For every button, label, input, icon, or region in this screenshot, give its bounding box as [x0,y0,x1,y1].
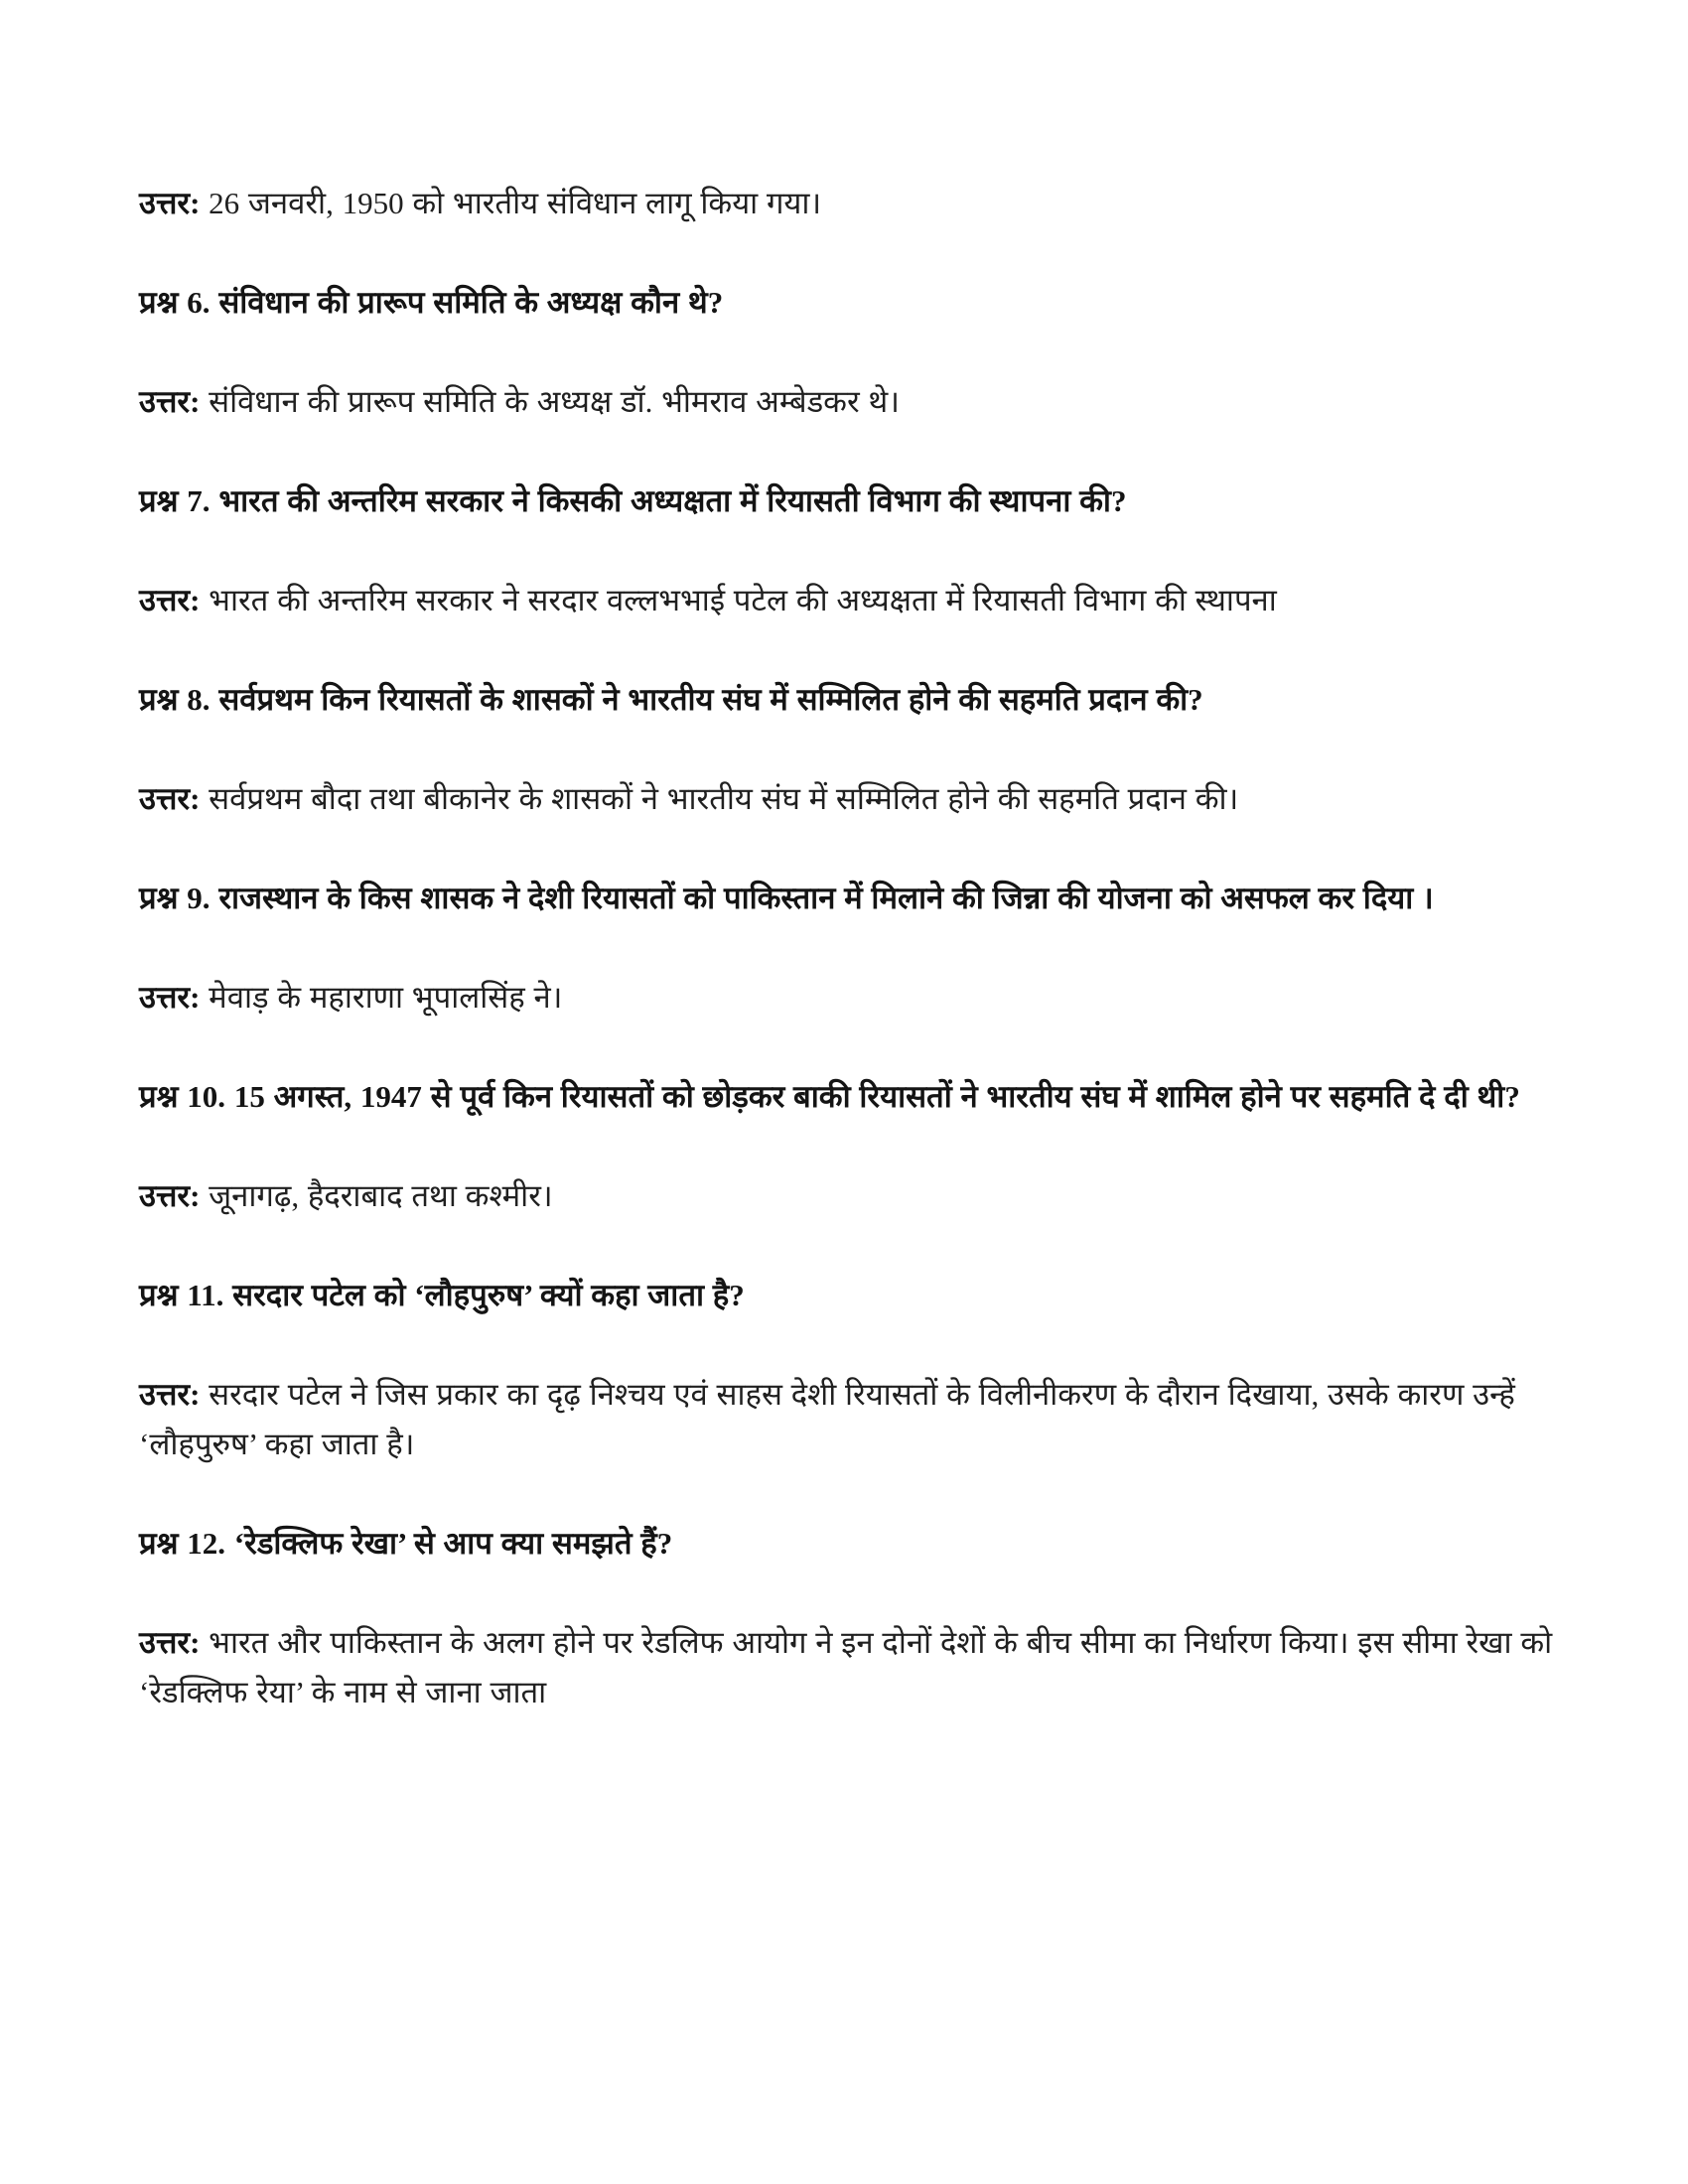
question-label: प्रश्न 6. [139,285,211,320]
answer-paragraph-q9 [139,973,1554,1023]
question-paragraph-q8 [139,675,1554,725]
answer-label: उत्तर: [139,980,201,1015]
answer-paragraph-q7 [139,576,1554,625]
answer-paragraph-q5 [139,179,1554,228]
question-paragraph-q9 [139,874,1554,923]
question-paragraph-q10 [139,1072,1554,1122]
question-paragraph-q7 [139,477,1554,526]
answer-label: उत्तर: [139,186,201,220]
answer-paragraph-q12 [139,1618,1554,1717]
answer-text: भारत की अन्तरिम सरकार ने सरदार वल्लभभाई पटेल की अध्यक्षता में रियासती विभाग की स्थापना [209,583,1277,617]
answer-paragraph-q6 [139,377,1554,427]
document-page [139,179,1554,1767]
answer-text: सरदार पटेल ने जिस प्रकार का दृढ़ निश्चय एवं साहस देशी रियासतों के विलीनीकरण के दौरान दिखाया, उसके कारण उन्हें ‘लौहपुरुष’ कहा जाता है। [139,1377,1515,1461]
answer-label: उत्तर: [139,384,201,419]
question-paragraph-q12 [139,1519,1554,1569]
question-text: 15 अगस्त, 1947 से पूर्व किन रियासतों को छोड़कर बाकी रियासतों ने भारतीय संघ में शामिल होने पर सहमति दे दी थी? [233,1079,1520,1114]
answer-label: उत्तर: [139,1377,201,1412]
answer-label: उत्तर: [139,1178,201,1213]
question-text: भारत की अन्तरिम सरकार ने किसकी अध्यक्षता में रियासती विभाग की स्थापना की? [218,483,1127,518]
question-text: सर्वप्रथम किन रियासतों के शासकों ने भारतीय संघ में सम्मिलित होने की सहमति प्रदान की? [218,682,1203,717]
question-label: प्रश्न 12. [139,1526,226,1561]
answer-text: संविधान की प्रारूप समिति के अध्यक्ष डॉ. भीमराव अम्बेडकर थे। [209,384,900,419]
answer-text: भारत और पाकिस्तान के अलग होने पर रेडलिफ आयोग ने इन दोनों देशों के बीच सीमा का निर्धारण किया। इस सीमा रेखा को ‘रेडक्लिफ रेया’ के नाम से जाना जाता [139,1625,1553,1709]
question-label: प्रश्न 8. [139,682,211,717]
question-text: राजस्थान के किस शासक ने देशी रियासतों को पाकिस्तान में मिलाने की जिन्ना की योजना को असफल कर दिया । [218,881,1434,915]
answer-label: उत्तर: [139,1625,201,1660]
answer-label: उत्तर: [139,583,201,617]
answer-paragraph-q10 [139,1171,1554,1221]
question-label: प्रश्न 7. [139,483,211,518]
question-label: प्रश्न 11. [139,1278,224,1312]
question-label: प्रश्न 9. [139,881,211,915]
answer-text: सर्वप्रथम बौदा तथा बीकानेर के शासकों ने भारतीय संघ में सम्मिलित होने की सहमति प्रदान की। [209,781,1239,816]
question-label: प्रश्न 10. [139,1079,226,1114]
answer-paragraph-q8 [139,774,1554,824]
question-paragraph-q6 [139,278,1554,328]
answer-text: मेवाड़ के महाराणा भूपालसिंह ने। [209,980,563,1015]
question-text: संविधान की प्रारूप समिति के अध्यक्ष कौन थे? [218,285,724,320]
answer-label: उत्तर: [139,781,201,816]
answer-paragraph-q11 [139,1370,1554,1469]
question-paragraph-q11 [139,1271,1554,1320]
question-text: सरदार पटेल को ‘लौहपुरुष’ क्यों कहा जाता है? [232,1278,745,1312]
answer-text: 26 जनवरी, 1950 को भारतीय संविधान लागू किया गया। [209,186,822,220]
question-text: ‘रेडक्लिफ रेखा’ से आप क्या समझते हैं? [233,1526,673,1561]
answer-text: जूनागढ़, हैदराबाद तथा कश्मीर। [209,1178,553,1213]
